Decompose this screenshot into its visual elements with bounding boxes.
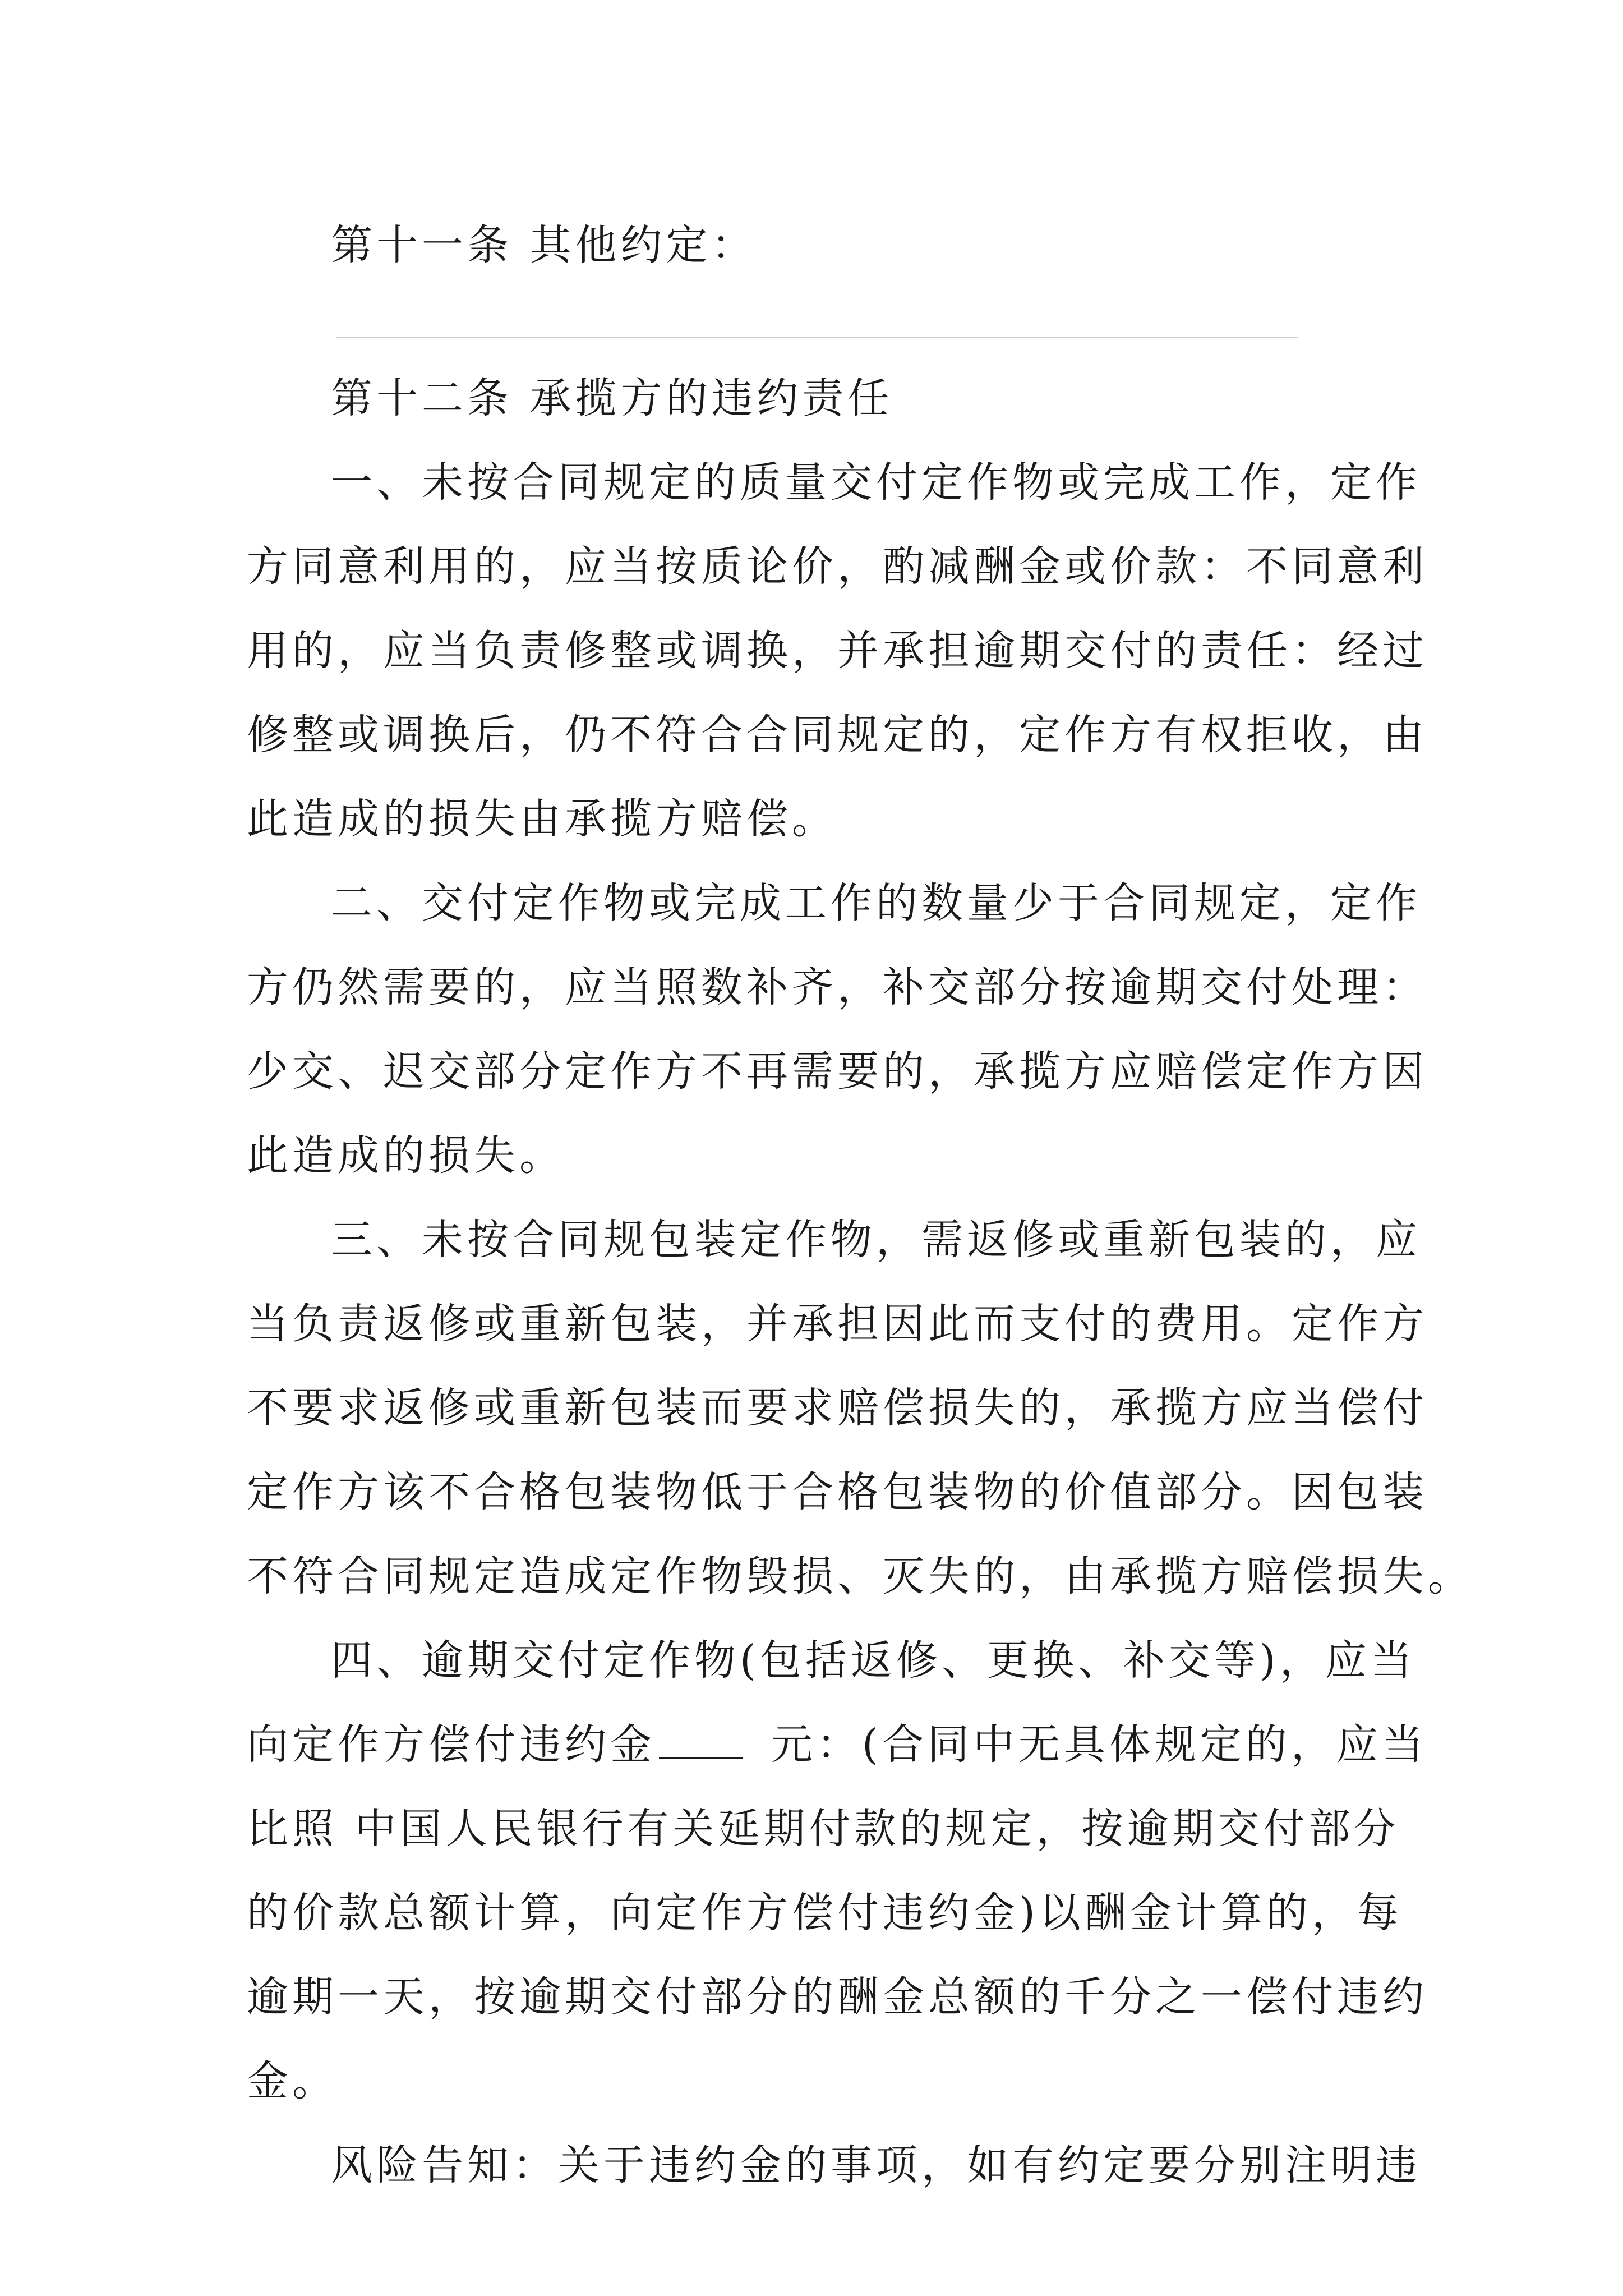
clause-3-line: 定作方该不合格包装物低于合格包装物的价值部分。因包装 bbox=[247, 1468, 1428, 1516]
clause-1-line: 用的，应当负责修整或调换，并承担逾期交付的责任：经过 bbox=[247, 627, 1428, 675]
clause-1-line: 修整或调换后，仍不符合合同规定的，定作方有权拒收，由 bbox=[247, 711, 1428, 759]
clause-1-line: 此造成的损失由承揽方赔偿。 bbox=[247, 795, 837, 843]
penalty-amount-blank bbox=[659, 1723, 743, 1759]
article-12 bbox=[247, 356, 1473, 2207]
clause-3-line: 不要求返修或重新包装而要求赔偿损失的，承揽方应当偿付 bbox=[247, 1384, 1428, 1432]
clause-4-line: 的价款总额计算，向定作方偿付违约金)以酬金计算的，每 bbox=[247, 1889, 1403, 1937]
clause-4-line: 逾期一天，按逾期交付部分的酬金总额的千分之一偿付违约 bbox=[247, 1973, 1428, 2021]
clause-2-line: 此造成的损失。 bbox=[247, 1131, 565, 1180]
clause-3-line: 当负责返修或重新包装，并承担因此而支付的费用。定作方 bbox=[247, 1300, 1428, 1348]
clause-2-line: 少交、迟交部分定作方不再需要的，承揽方应赔偿定作方因 bbox=[247, 1047, 1428, 1096]
clause-3-line: 不符合同规定造成定作物毁损、灭失的，由承揽方赔偿损失。 bbox=[247, 1552, 1473, 1600]
clause-4-line: 四、逾期交付定作物(包括返修、更换、补交等)，应当 bbox=[331, 1636, 1416, 1685]
clause-4-line: 比照 中国人民银行有关延期付款的规定，按逾期交付部分 bbox=[247, 1805, 1400, 1853]
article-11 bbox=[247, 203, 1391, 287]
clause-4-line: 金。 bbox=[247, 2057, 338, 2105]
fill-in-line bbox=[336, 337, 1298, 338]
clause-1-line: 方同意利用的，应当按质论价，酌减酬金或价款：不同意利 bbox=[247, 542, 1428, 591]
risk-notice: 风险告知：关于违约金的事项，如有约定要分别注明违 bbox=[331, 2141, 1421, 2189]
clause-2-line: 二、交付定作物或完成工作的数量少于合同规定，定作 bbox=[331, 879, 1421, 927]
clause-3-line: 三、未按合同规包装定作物，需返修或重新包装的，应 bbox=[331, 1216, 1421, 1264]
clause-4-line-with-blank bbox=[247, 1703, 1427, 1787]
clause-2-line: 方仍然需要的，应当照数补齐，补交部分按逾期交付处理： bbox=[247, 963, 1428, 1011]
clause-4-text: 元：(合同中无具体规定的，应当 bbox=[771, 1720, 1427, 1769]
clause-1-line: 一、未按合同规定的质量交付定作物或完成工作，定作 bbox=[331, 458, 1421, 507]
clause-4-text: 向定作方偿付违约金 bbox=[247, 1720, 656, 1769]
article-12-heading: 第十二条 承揽方的违约责任 bbox=[331, 374, 893, 422]
article-11-heading: 第十一条 其他约定： bbox=[331, 221, 757, 269]
